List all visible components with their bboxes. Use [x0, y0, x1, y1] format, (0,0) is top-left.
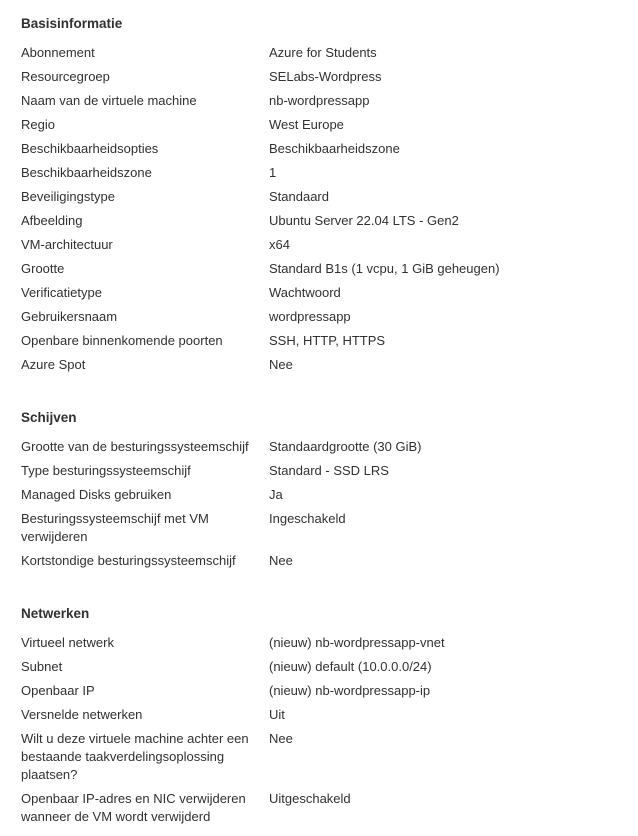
detail-value: Ja [269, 487, 283, 502]
detail-label: Beveiligingstype [21, 189, 115, 204]
detail-value: Nee [269, 357, 293, 372]
detail-value: Ingeschakeld [269, 511, 346, 526]
detail-row-verificatietype [21, 284, 621, 302]
detail-value: Wachtwoord [269, 285, 341, 300]
detail-row-os-schijf-type [21, 462, 621, 480]
detail-label: Grootte van de besturingssysteemschijf [21, 439, 249, 454]
detail-value: Uit [269, 707, 285, 722]
detail-value: Ubuntu Server 22.04 LTS - Gen2 [269, 213, 459, 228]
detail-value: Nee [269, 553, 293, 568]
detail-value: (nieuw) nb-wordpressapp-ip [269, 683, 431, 698]
detail-row-resourcegroep [21, 68, 621, 86]
detail-row-vm-architectuur [21, 236, 621, 254]
detail-label: Beschikbaarheidszone [21, 165, 152, 180]
detail-label: Regio [21, 117, 55, 132]
detail-label: Grootte [21, 261, 65, 276]
detail-label: Subnet [21, 659, 63, 674]
detail-label: Managed Disks gebruiken [21, 487, 172, 502]
detail-label: Openbaar IP [21, 683, 95, 698]
detail-label: Wilt u deze virtuele machine achter een bestaande taakverdelingsoplossing plaatsen? [21, 731, 249, 782]
section-netwerken [21, 604, 621, 832]
detail-label: Type besturingssysteemschijf [21, 463, 191, 478]
detail-value: West Europe [269, 117, 344, 132]
detail-value: Standaardgrootte (30 GiB) [269, 439, 422, 454]
detail-row-gebruikersnaam [21, 308, 621, 326]
detail-row-taakverdeling [21, 730, 621, 784]
detail-label: Resourcegroep [21, 69, 110, 84]
detail-label: Versnelde netwerken [21, 707, 143, 722]
detail-row-grootte [21, 260, 621, 278]
section-title: Schijven [21, 410, 77, 425]
detail-row-ip-nic-verwijderen [21, 790, 621, 826]
detail-label: Virtueel netwerk [21, 635, 114, 650]
detail-label: Afbeelding [21, 213, 83, 228]
detail-row-kortstondige-schijf [21, 552, 621, 570]
detail-row-openbaar-ip [21, 682, 621, 700]
detail-label: Azure Spot [21, 357, 86, 372]
detail-row-afbeelding [21, 212, 621, 230]
detail-row-managed-disks [21, 486, 621, 504]
detail-value: Standard B1s (1 vcpu, 1 GiB geheugen) [269, 261, 500, 276]
detail-value: Uitgeschakeld [269, 791, 351, 806]
detail-value: nb-wordpressapp [269, 93, 370, 108]
detail-row-regio [21, 116, 621, 134]
detail-row-virtueel-netwerk [21, 634, 621, 652]
section-basisinformatie [21, 14, 621, 380]
detail-row-beschikbaarheidszone [21, 164, 621, 182]
detail-label: Beschikbaarheidsopties [21, 141, 159, 156]
detail-value: wordpressapp [269, 309, 351, 324]
detail-label: Openbare binnenkomende poorten [21, 333, 223, 348]
detail-label: Verificatietype [21, 285, 102, 300]
detail-row-azure-spot [21, 356, 621, 374]
detail-label: Gebruikersnaam [21, 309, 118, 324]
detail-row-abonnement [21, 44, 621, 62]
detail-label: Openbaar IP-adres en NIC verwijderen wanneer de VM wordt verwijderd [21, 791, 246, 824]
section-title: Netwerken [21, 606, 90, 621]
detail-value: 1 [269, 165, 277, 180]
detail-label: Abonnement [21, 45, 95, 60]
detail-label: Besturingssysteemschijf met VM verwijderen [21, 511, 209, 544]
detail-value: Standard - SSD LRS [269, 463, 389, 478]
detail-value: Beschikbaarheidszone [269, 141, 400, 156]
detail-row-beveiligingstype [21, 188, 621, 206]
detail-row-versnelde-netwerken [21, 706, 621, 724]
detail-value: (nieuw) nb-wordpressapp-vnet [269, 635, 445, 650]
detail-list [21, 44, 621, 374]
detail-value: x64 [269, 237, 290, 252]
detail-row-os-schijf-verwijderen [21, 510, 621, 546]
section-schijven [21, 408, 621, 576]
detail-row-vm-naam [21, 92, 621, 110]
detail-list [21, 634, 621, 826]
detail-value: (nieuw) default (10.0.0.0/24) [269, 659, 432, 674]
detail-row-openbare-poorten [21, 332, 621, 350]
section-title: Basisinformatie [21, 16, 123, 31]
detail-value: SELabs-Wordpress [269, 69, 382, 84]
detail-row-subnet [21, 658, 621, 676]
detail-value: SSH, HTTP, HTTPS [269, 333, 386, 348]
detail-value: Azure for Students [269, 45, 377, 60]
detail-value: Nee [269, 731, 293, 746]
detail-row-os-schijf-grootte [21, 438, 621, 456]
detail-value: Standaard [269, 189, 329, 204]
detail-row-beschikbaarheidsopties [21, 140, 621, 158]
detail-label: Naam van de virtuele machine [21, 93, 197, 108]
detail-label: VM-architectuur [21, 237, 113, 252]
detail-list [21, 438, 621, 570]
detail-label: Kortstondige besturingssysteemschijf [21, 553, 236, 568]
